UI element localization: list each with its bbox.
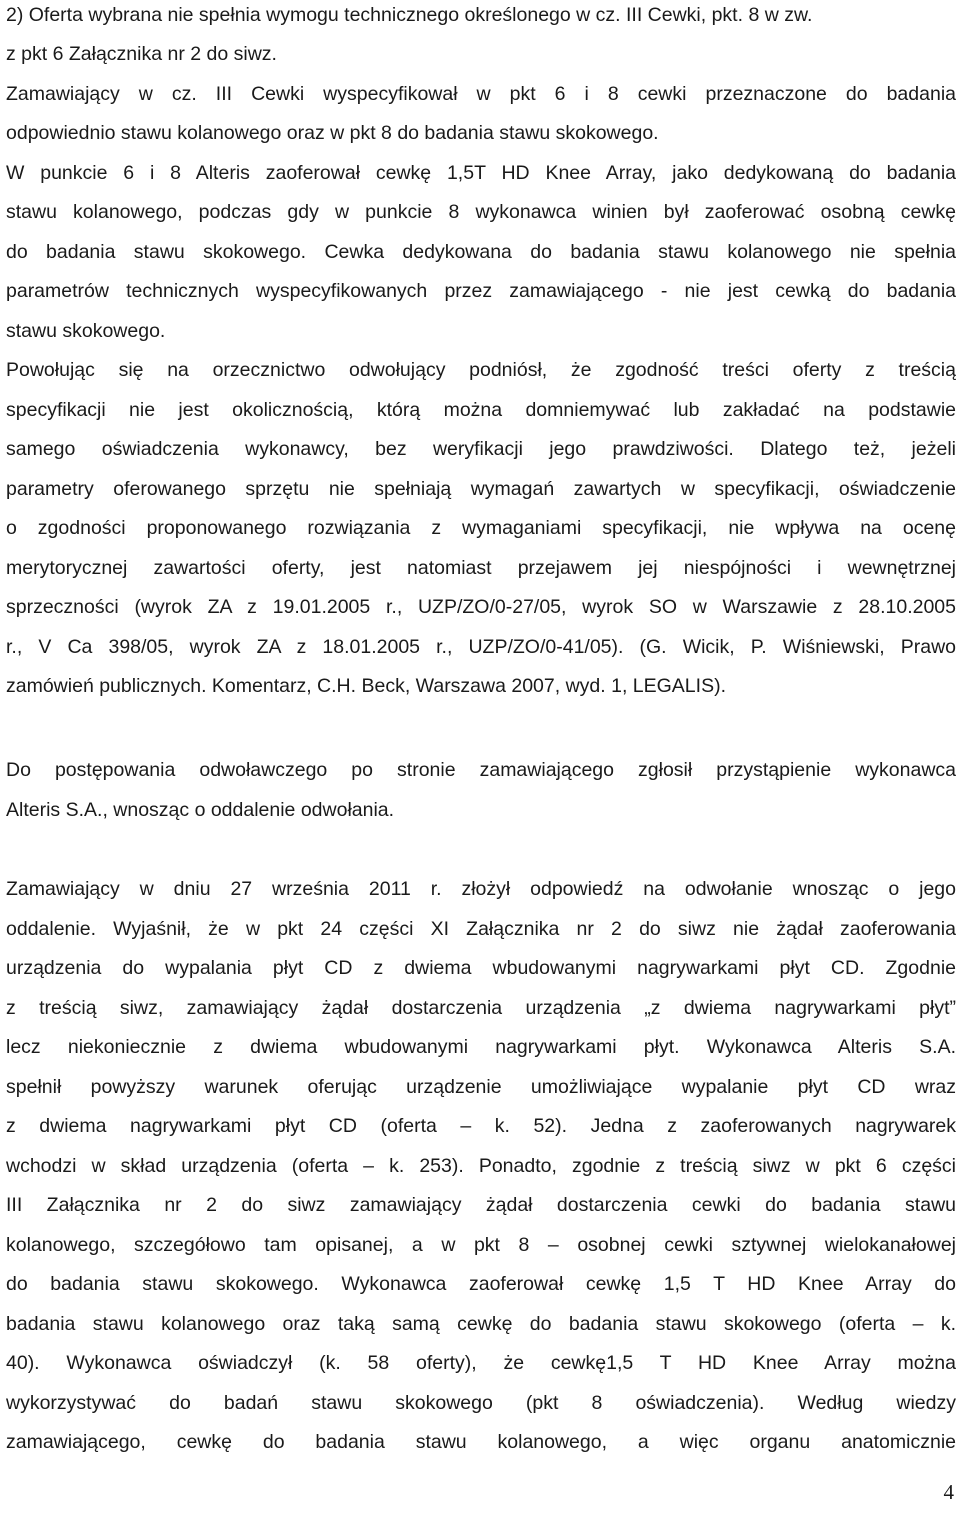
text-line: z pkt 6 Załącznika nr 2 do siwz.	[6, 43, 277, 65]
text-line: sprzeczności (wyrok ZA z 19.01.2005 r., UZP/ZO/0-27/05, wyrok SO w Warszawie z 28.10.2005	[6, 596, 956, 618]
text-line: stawu skokowego.	[6, 320, 166, 342]
text-line: merytorycznej zawartości oferty, jest natomiast przejawem jej niespójności i wewnętrznej	[6, 557, 956, 579]
text-line: z dwiema nagrywarkami płyt CD (oferta – k. 52). Jedna z zaoferowanych nagrywarek	[6, 1115, 956, 1137]
text-line: do badania stawu skokowego. Wykonawca zaoferował cewkę 1,5 T HD Knee Array do	[6, 1273, 956, 1295]
text-line: do badania stawu skokowego. Cewka dedykowana do badania stawu kolanowego nie spełnia	[6, 241, 956, 263]
text-line: 2) Oferta wybrana nie spełnia wymogu technicznego określonego w cz. III Cewki, pkt. 8 w zw.	[6, 4, 813, 26]
text-line: kolanowego, szczegółowo tam opisanej, a w pkt 8 – osobnej cewki sztywnej wielokanałowej	[6, 1234, 956, 1256]
text-line: Do postępowania odwoławczego po stronie zamawiającego zgłosił przystąpienie wykonawca	[6, 759, 956, 781]
text-line: spełnił powyższy warunek oferując urządzenie umożliwiające wypalanie płyt CD wraz	[6, 1076, 956, 1098]
text-line: samego oświadczenia wykonawcy, bez weryfikacji jego prawdziwości. Dlatego też, jeżeli	[6, 438, 956, 460]
text-line: oddalenie. Wyjaśnił, że w pkt 24 części XI Załącznika nr 2 do siwz nie żądał zaoferowania	[6, 918, 956, 940]
text-line: z treścią siwz, zamawiający żądał dostarczenia urządzenia „z dwiema nagrywarkami płyt”	[6, 997, 956, 1019]
text-line: r., V Ca 398/05, wyrok ZA z 18.01.2005 r., UZP/ZO/0-41/05). (G. Wicik, P. Wiśniewski, Prawo	[6, 636, 956, 658]
text-line: badania stawu kolanowego oraz taką samą cewkę do badania stawu skokowego (oferta – k.	[6, 1313, 956, 1335]
page-number: 4	[943, 1480, 954, 1504]
text-line: o zgodności proponowanego rozwiązania z wymaganiami specyfikacji, nie wpływa na ocenę	[6, 517, 956, 539]
text-line: Zamawiający w cz. III Cewki wyspecyfikował w pkt 6 i 8 cewki przeznaczone do badania	[6, 83, 956, 105]
text-line: specyfikacji nie jest okolicznością, którą można domniemywać lub zakładać na podstawie	[6, 399, 956, 421]
text-line: zamawiającego, cewkę do badania stawu kolanowego, a więc organu anatomicznie	[6, 1431, 956, 1453]
text-line: stawu kolanowego, podczas gdy w punkcie 8 wykonawca winien był zaoferować osobną cewkę	[6, 201, 956, 223]
text-line: wchodzi w skład urządzenia (oferta – k. 253). Ponadto, zgodnie z treścią siwz w pkt 6 części	[6, 1155, 956, 1177]
text-line: lecz niekoniecznie z dwiema wbudowanymi nagrywarkami płyt. Wykonawca Alteris S.A.	[6, 1036, 956, 1058]
text-line: zamówień publicznych. Komentarz, C.H. Beck, Warszawa 2007, wyd. 1, LEGALIS).	[6, 675, 726, 697]
text-line: 40). Wykonawca oświadczył (k. 58 oferty), że cewkę1,5 T HD Knee Array można	[6, 1352, 956, 1374]
text-line: urządzenia do wypalania płyt CD z dwiema wbudowanymi nagrywarkami płyt CD. Zgodnie	[6, 957, 956, 979]
text-line: odpowiednio stawu kolanowego oraz w pkt 8 do badania stawu skokowego.	[6, 122, 659, 144]
text-line: III Załącznika nr 2 do siwz zamawiający żądał dostarczenia cewki do badania stawu	[6, 1194, 956, 1216]
text-line: wykorzystywać do badań stawu skokowego (pkt 8 oświadczenia). Według wiedzy	[6, 1392, 956, 1414]
text-line: W punkcie 6 i 8 Alteris zaoferował cewkę 1,5T HD Knee Array, jako dedykowaną do badania	[6, 162, 956, 184]
text-line: parametrów technicznych wyspecyfikowanych przez zamawiającego - nie jest cewką do badania	[6, 280, 956, 302]
text-line: Alteris S.A., wnosząc o oddalenie odwołania.	[6, 799, 395, 821]
text-line: Zamawiający w dniu 27 września 2011 r. złożył odpowiedź na odwołanie wnosząc o jego	[6, 878, 956, 900]
text-line: parametry oferowanego sprzętu nie spełniają wymagań zawartych w specyfikacji, oświadczenie	[6, 478, 956, 500]
text-line: Powołując się na orzecznictwo odwołujący podniósł, że zgodność treści oferty z treścią	[6, 359, 956, 381]
